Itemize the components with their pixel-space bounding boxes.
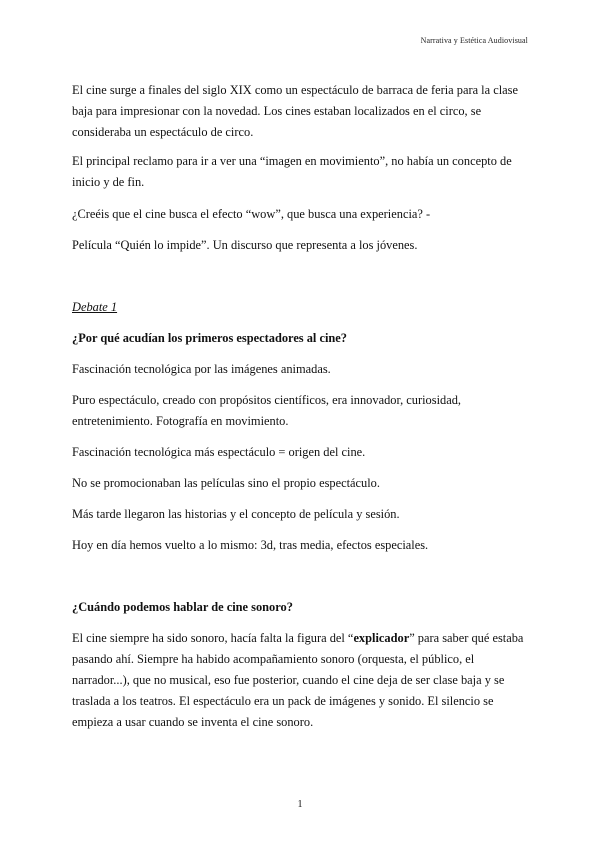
sound-text-after: ” para saber qué estaba pasando ahí. Siempre ha habido acompañamiento sonoro (orquesta, el público, el narrador...), que no musical, eso fue posterior, cuando el cine deja de ser clase baja y se traslada a los teatros. El espectáculo era un pack de imágenes y sonido. El silencio se empieza a usar cuando se inventa el cine sonoro.	[72, 631, 524, 729]
sound-text-before: El cine siempre ha sido sonoro, hacía falta la figura del “	[72, 631, 354, 645]
debate-subtitle: Debate 1	[72, 300, 118, 314]
answer-paragraph: Hoy en día hemos vuelto a lo mismo: 3d, tras media, efectos especiales.	[72, 538, 429, 552]
answer-paragraph: Puro espectáculo, creado con propósitos científicos, era innovador, curiosidad, entretenimiento. Fotografía en movimiento.	[72, 393, 461, 428]
answer-paragraph: Más tarde llegaron las historias y el concepto de película y sesión.	[72, 507, 400, 521]
running-header: Narrativa y Estética Audiovisual	[420, 36, 528, 45]
intro-paragraph-4: Película “Quién lo impide”. Un discurso que representa a los jóvenes.	[72, 238, 418, 252]
intro-paragraph-1: El cine surge a finales del siglo XIX como un espectáculo de barraca de feria para la clase baja para impresionar con la novedad. Los cines estaban localizados en el circo, se consideraba un espectáculo de circo.	[72, 83, 518, 139]
answer-paragraph: Fascinación tecnológica por las imágenes animadas.	[72, 362, 331, 376]
intro-question: ¿Creéis que el cine busca el efecto “wow”, que busca una experiencia? -	[72, 207, 431, 221]
answer-paragraph: No se promocionaban las películas sino el propio espectáculo.	[72, 476, 380, 490]
intro-paragraph-2: El principal reclamo para ir a ver una “imagen en movimiento”, no había un concepto de inicio y de fin.	[72, 154, 512, 189]
answer-paragraph: Fascinación tecnológica más espectáculo = origen del cine.	[72, 445, 366, 459]
explicador-term: explicador	[353, 631, 410, 645]
sound-paragraph	[72, 628, 530, 733]
question-heading-2: ¿Cuándo podemos hablar de cine sonoro?	[72, 600, 293, 614]
question-heading-1: ¿Por qué acudían los primeros espectadores al cine?	[72, 331, 347, 345]
page-number: 1	[297, 799, 303, 810]
